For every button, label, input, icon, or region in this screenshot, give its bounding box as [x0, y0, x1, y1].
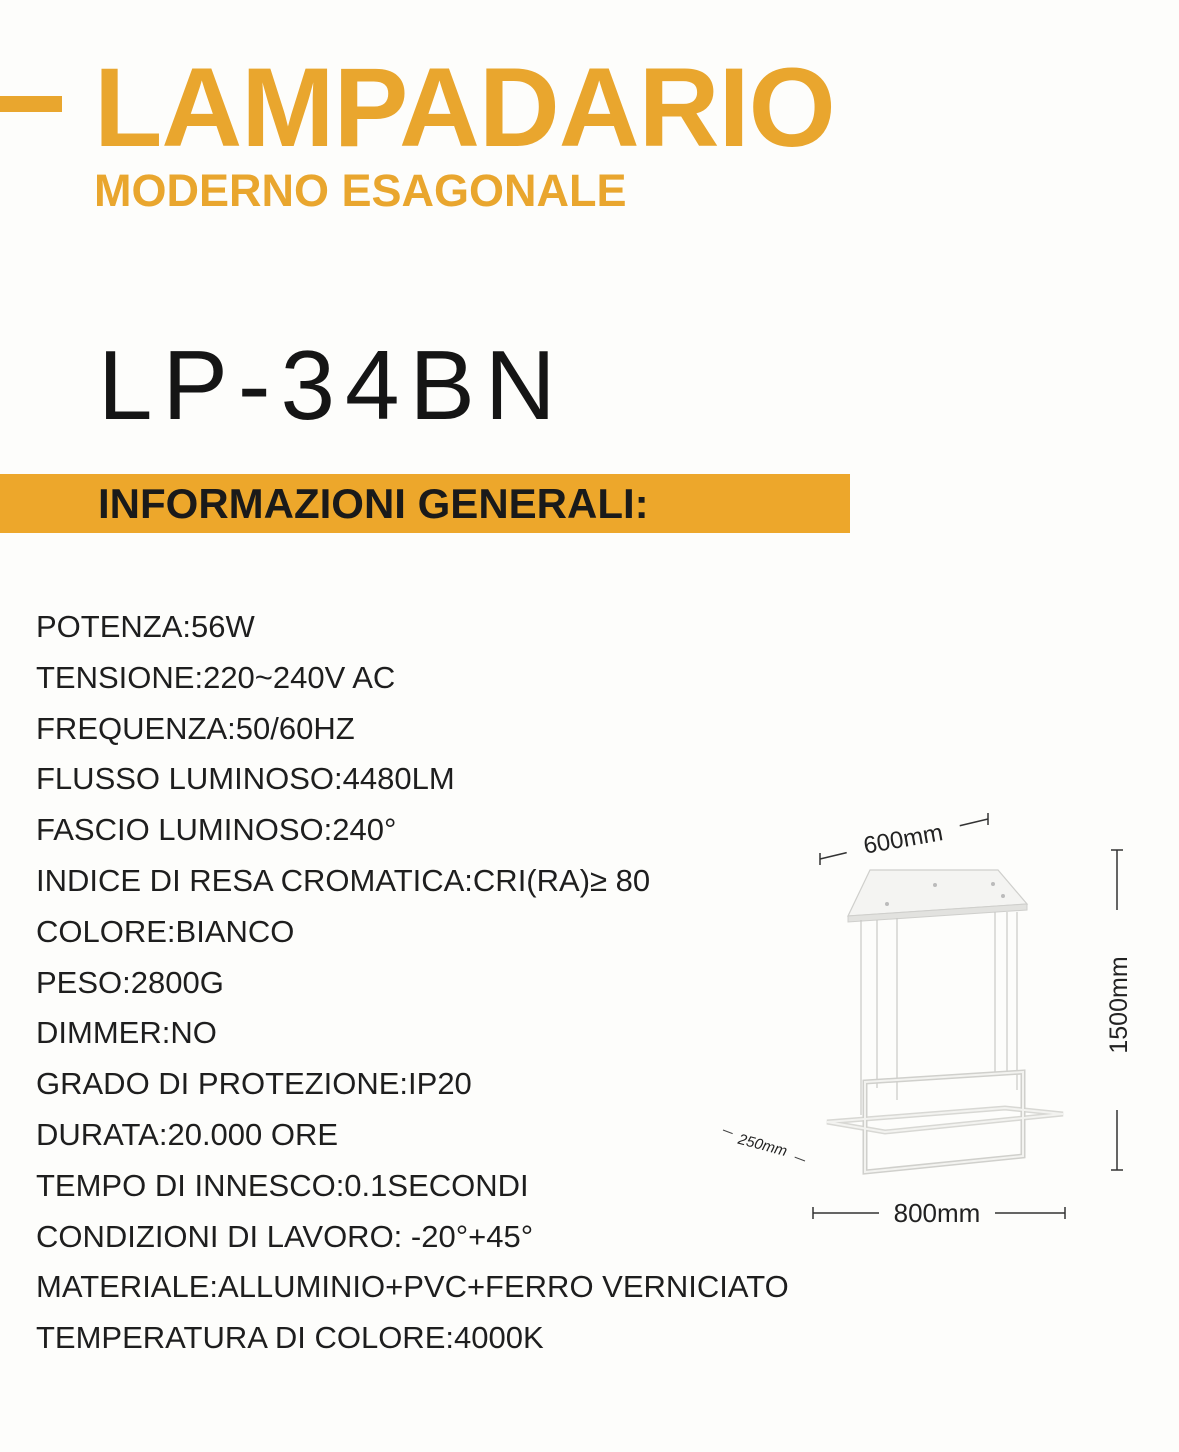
- accent-dash: [0, 96, 62, 112]
- spec-item: FLUSSO LUMINOSO:4480LM: [36, 761, 455, 797]
- height-dimension: [1103, 850, 1133, 1170]
- length-label: 800mm: [893, 1198, 981, 1228]
- spec-item: TEMPO DI INNESCO:0.1SECONDI: [36, 1167, 529, 1203]
- ceiling-canopy: [848, 870, 1027, 922]
- product-subtitle: MODERNO ESAGONALE: [94, 165, 627, 216]
- spec-item: FREQUENZA:50/60HZ: [36, 710, 355, 746]
- spec-item: MATERIALE:ALLUMINIO+PVC+FERRO VERNICIATO: [36, 1269, 789, 1305]
- product-title: LAMPADARIO: [94, 45, 835, 170]
- width-label: 600mm: [861, 819, 946, 860]
- lamp-drawing: [705, 800, 1179, 1240]
- spec-item: PESO:2800G: [36, 964, 224, 1000]
- suspension-cables: [861, 912, 1017, 1115]
- model-code: LP-34BN: [98, 330, 566, 440]
- spec-item: COLORE:BIANCO: [36, 913, 295, 949]
- section-title: INFORMAZIONI GENERALI:: [98, 480, 649, 527]
- spec-item: CONDIZIONI DI LAVORO: -20°+45°: [36, 1218, 534, 1254]
- depth-dimension: [723, 1122, 805, 1162]
- spec-item: GRADO DI PROTEZIONE:IP20: [36, 1066, 472, 1102]
- height-label: 1500mm: [1105, 956, 1133, 1054]
- length-dimension: [813, 1196, 1065, 1230]
- spec-item: TEMPERATURA DI COLORE:4000K: [36, 1320, 544, 1356]
- spec-item: FASCIO LUMINOSO:240°: [36, 812, 397, 848]
- spec-item: DIMMER:NO: [36, 1015, 217, 1051]
- spec-item: INDICE DI RESA CROMATICA:CRI(RA)≥ 80: [36, 862, 651, 898]
- spec-list: [36, 602, 789, 1364]
- spec-item: DURATA:20.000 ORE: [36, 1116, 339, 1152]
- led-frames: [827, 1072, 1063, 1172]
- spec-item: TENSIONE:220~240V AC: [36, 659, 396, 695]
- depth-label: 250mm: [736, 1130, 789, 1161]
- width-dimension: [820, 806, 988, 866]
- spec-item: POTENZA:56W: [36, 609, 255, 644]
